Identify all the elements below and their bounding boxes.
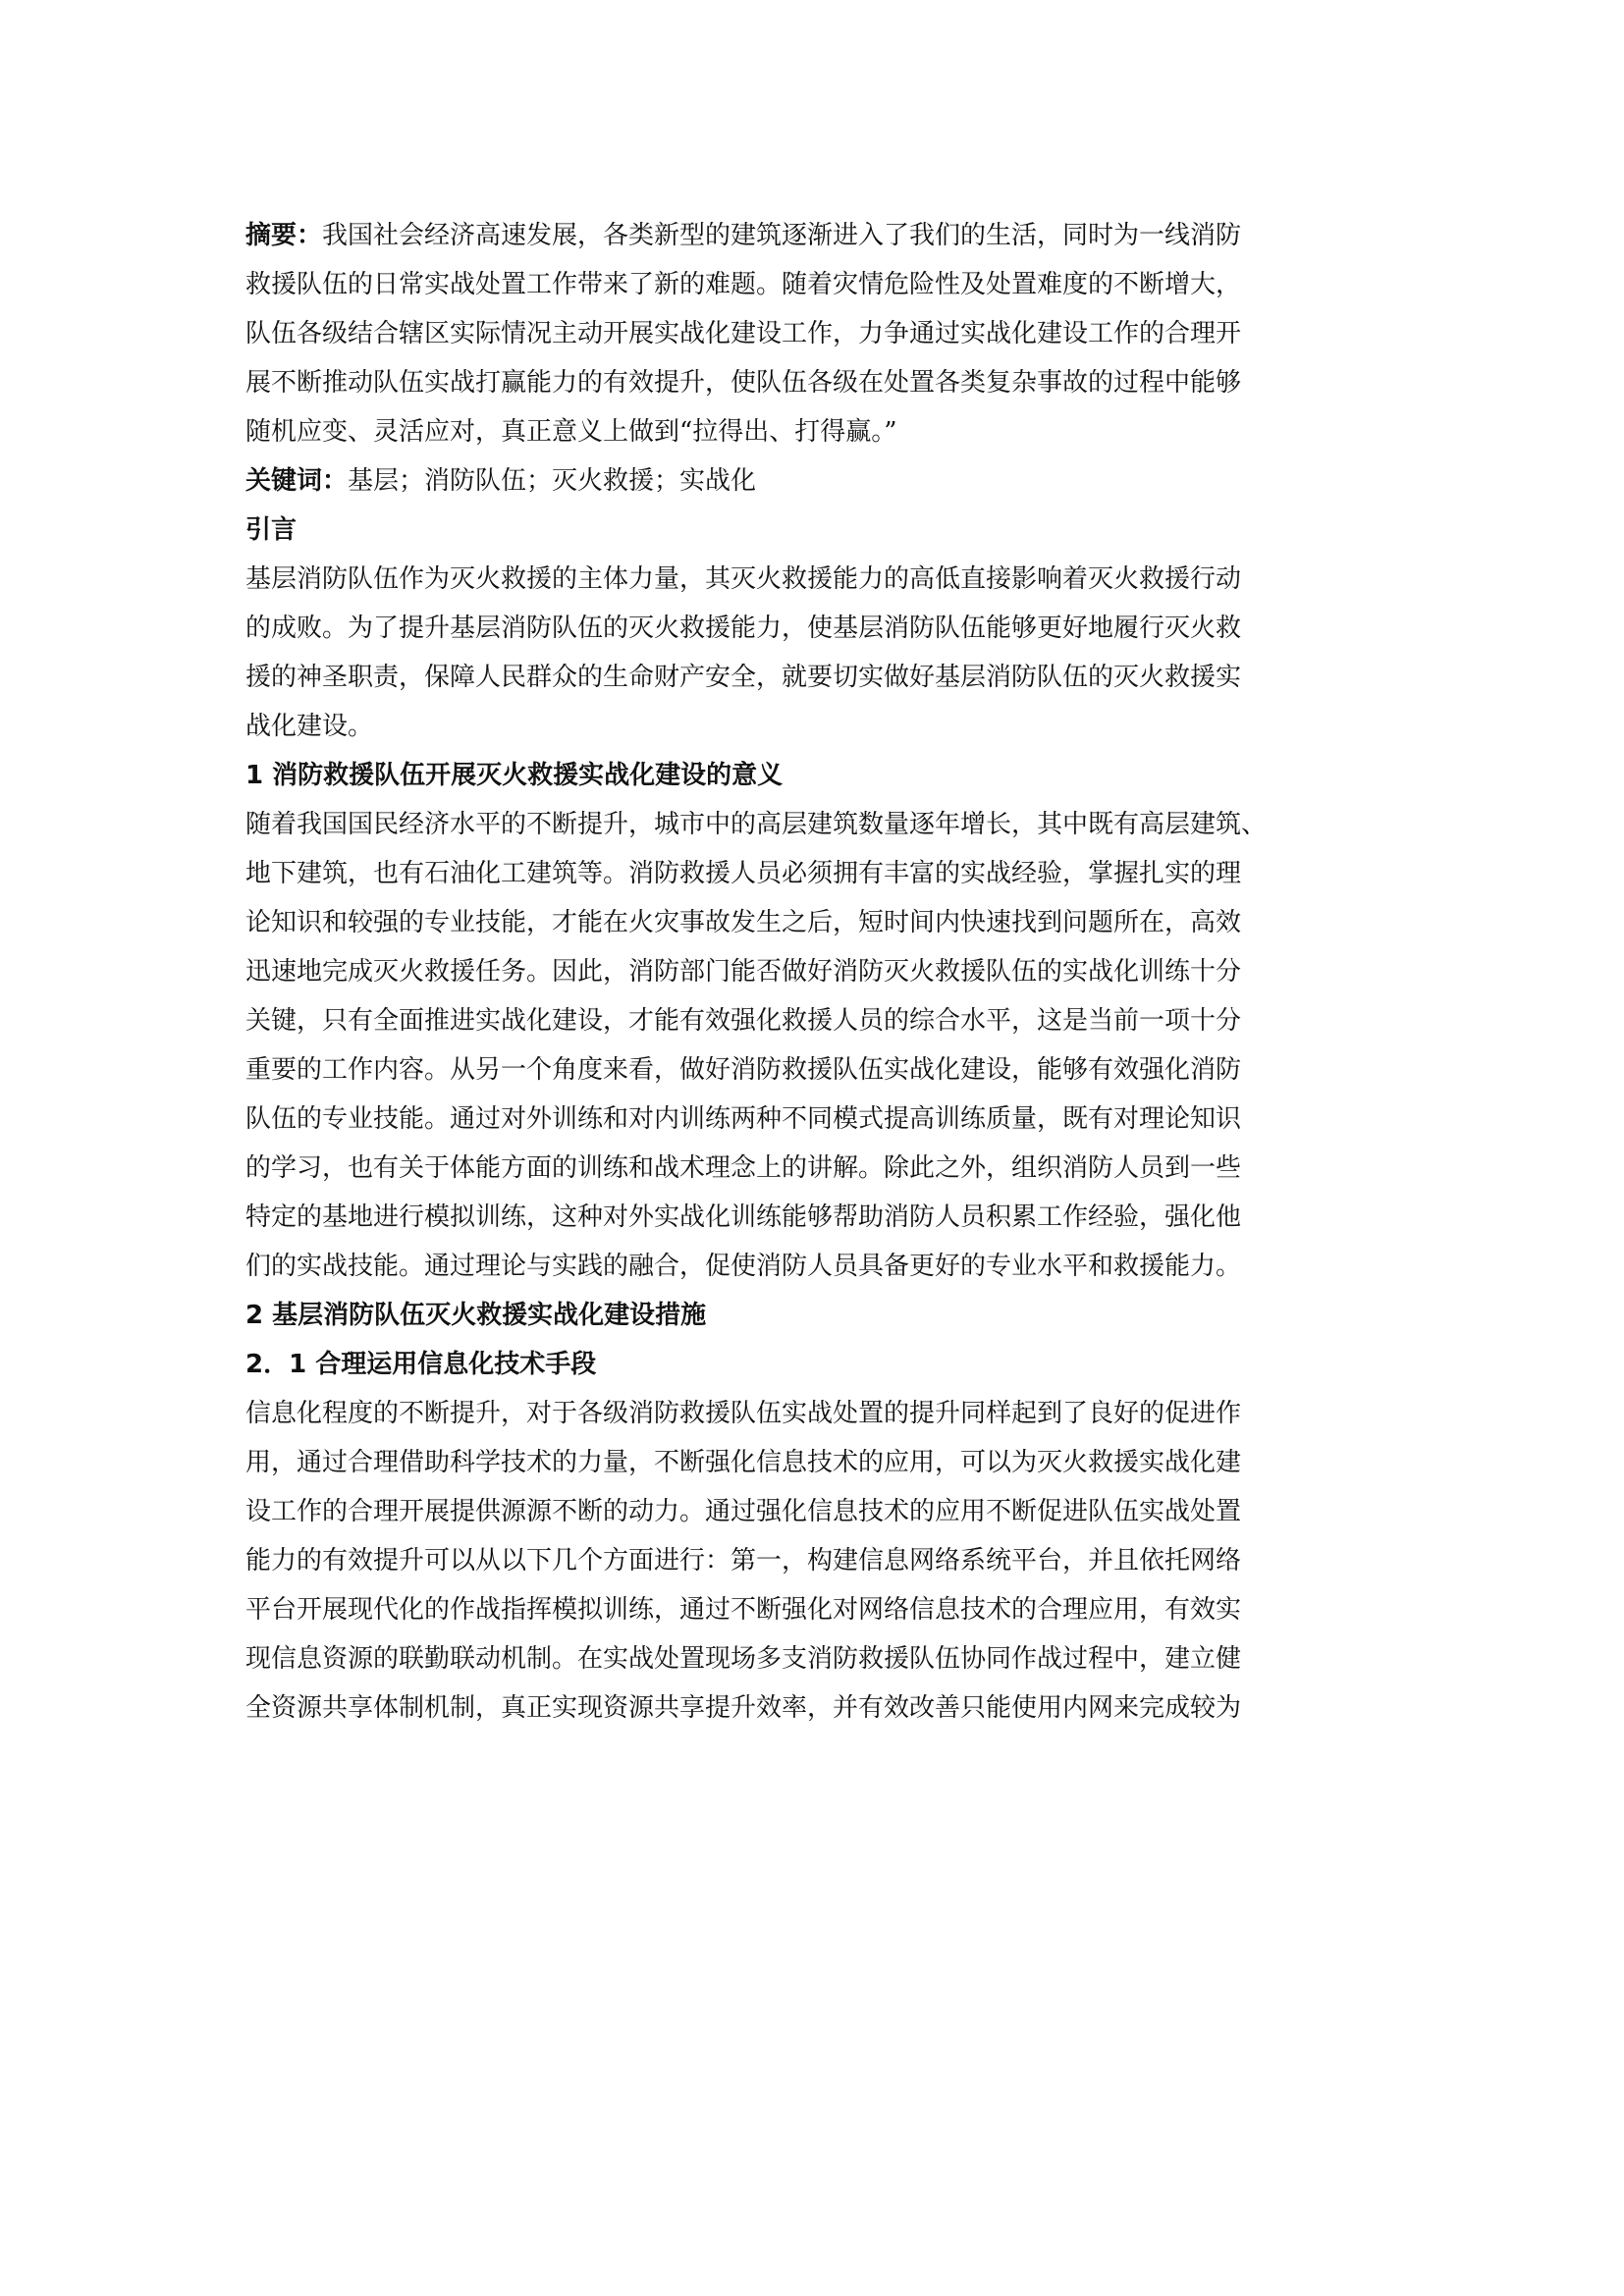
section2-heading: 2 基层消防队伍灭火救援实战化建设措施 <box>245 1301 707 1330</box>
abstract-line-4: 展不断推动队伍实战打赢能力的有效提升，使队伍各级在处置各类复杂事故的过程中能够 <box>245 368 1242 398</box>
section1-line-6: 重要的工作内容。从另一个角度来看，做好消防救援队伍实战化建设，能够有效强化消防 <box>245 1055 1242 1085</box>
intro-line-4: 战化建设。 <box>245 712 374 741</box>
intro-line-2: 的成败。为了提升基层消防队伍的灭火救援能力，使基层消防队伍能够更好地履行灭火救 <box>245 614 1242 643</box>
abstract-line-2: 救援队伍的日常实战处置工作带来了新的难题。随着灾情危险性及处置难度的不断增大， <box>245 270 1242 299</box>
abstract-line-3: 队伍各级结合辖区实际情况主动开展实战化建设工作，力争通过实战化建设工作的合理开 <box>245 319 1242 348</box>
section2-1-line-6: 现信息资源的联勤联动机制。在实战处置现场多支消防救援队伍协同作战过程中，建立健 <box>245 1644 1242 1674</box>
keywords-text: 基层；消防队伍；灭火救援；实战化 <box>348 466 757 496</box>
section2-1-line-7: 全资源共享体制机制，真正实现资源共享提升效率，并有效改善只能使用内网来完成较为 <box>245 1693 1242 1723</box>
section2-1-line-5: 平台开展现代化的作战指挥模拟训练，通过不断强化对网络信息技术的合理应用，有效实 <box>245 1595 1242 1625</box>
abstract-text: 我国社会经济高速发展，各类新型的建筑逐渐进入了我们的生活，同时为一线消防 <box>322 221 1242 250</box>
section2-1-line-3: 设工作的合理开展提供源源不断的动力。通过强化信息技术的应用不断促进队伍实战处置 <box>245 1497 1242 1526</box>
section2-1-line-4: 能力的有效提升可以从以下几个方面进行：第一，构建信息网络系统平台，并且依托网络 <box>245 1546 1242 1575</box>
section1-line-7: 队伍的专业技能。通过对外训练和对内训练两种不同模式提高训练质量，既有对理论知识 <box>245 1104 1242 1134</box>
abstract-label: 摘要： <box>245 221 323 250</box>
document-body <box>245 211 1384 1733</box>
abstract-line-5: 随机应变、灵活应对，真正意义上做到“拉得出、打得赢。” <box>245 417 897 447</box>
keywords-label: 关键词： <box>245 466 349 496</box>
section1-heading: 1 消防救援队伍开展灭火救援实战化建设的意义 <box>245 761 784 790</box>
intro-line-3: 援的神圣职责，保障人民群众的生命财产安全，就要切实做好基层消防队伍的灭火救援实 <box>245 663 1242 692</box>
section2-1-line-1: 信息化程度的不断提升，对于各级消防救援队伍实战处置的提升同样起到了良好的促进作 <box>245 1399 1242 1428</box>
section1-line-5: 关键，只有全面推进实战化建设，才能有效强化救援人员的综合水平，这是当前一项十分 <box>245 1006 1242 1036</box>
section1-line-10: 们的实战技能。通过理论与实践的融合，促使消防人员具备更好的专业水平和救援能力。 <box>245 1252 1242 1281</box>
intro-line-1: 基层消防队伍作为灭火救援的主体力量，其灭火救援能力的高低直接影响着灭火救援行动 <box>245 564 1242 594</box>
keywords-line <box>245 456 1384 506</box>
section1-line-1: 随着我国国民经济水平的不断提升，城市中的高层建筑数量逐年增长，其中既有高层建筑、 <box>245 810 1268 839</box>
section1-line-3: 论知识和较强的专业技能，才能在火灾事故发生之后，短时间内快速找到问题所在，高效 <box>245 908 1242 937</box>
section1-line-2: 地下建筑，也有石油化工建筑等。消防救援人员必须拥有丰富的实战经验，掌握扎实的理 <box>245 859 1242 888</box>
intro-heading: 引言 <box>245 515 298 545</box>
section1-line-4: 迅速地完成灭火救援任务。因此，消防部门能否做好消防灭火救援队伍的实战化训练十分 <box>245 957 1242 987</box>
section2-1-line-2: 用，通过合理借助科学技术的力量，不断强化信息技术的应用，可以为灭火救援实战化建 <box>245 1448 1242 1477</box>
section1-line-8: 的学习，也有关于体能方面的训练和战术理念上的讲解。除此之外，组织消防人员到一些 <box>245 1153 1242 1183</box>
abstract-line-1 <box>245 211 1384 260</box>
section2-1-heading: 2．1 合理运用信息化技术手段 <box>245 1350 597 1379</box>
section1-line-9: 特定的基地进行模拟训练，这种对外实战化训练能够帮助消防人员积累工作经验，强化他 <box>245 1202 1242 1232</box>
